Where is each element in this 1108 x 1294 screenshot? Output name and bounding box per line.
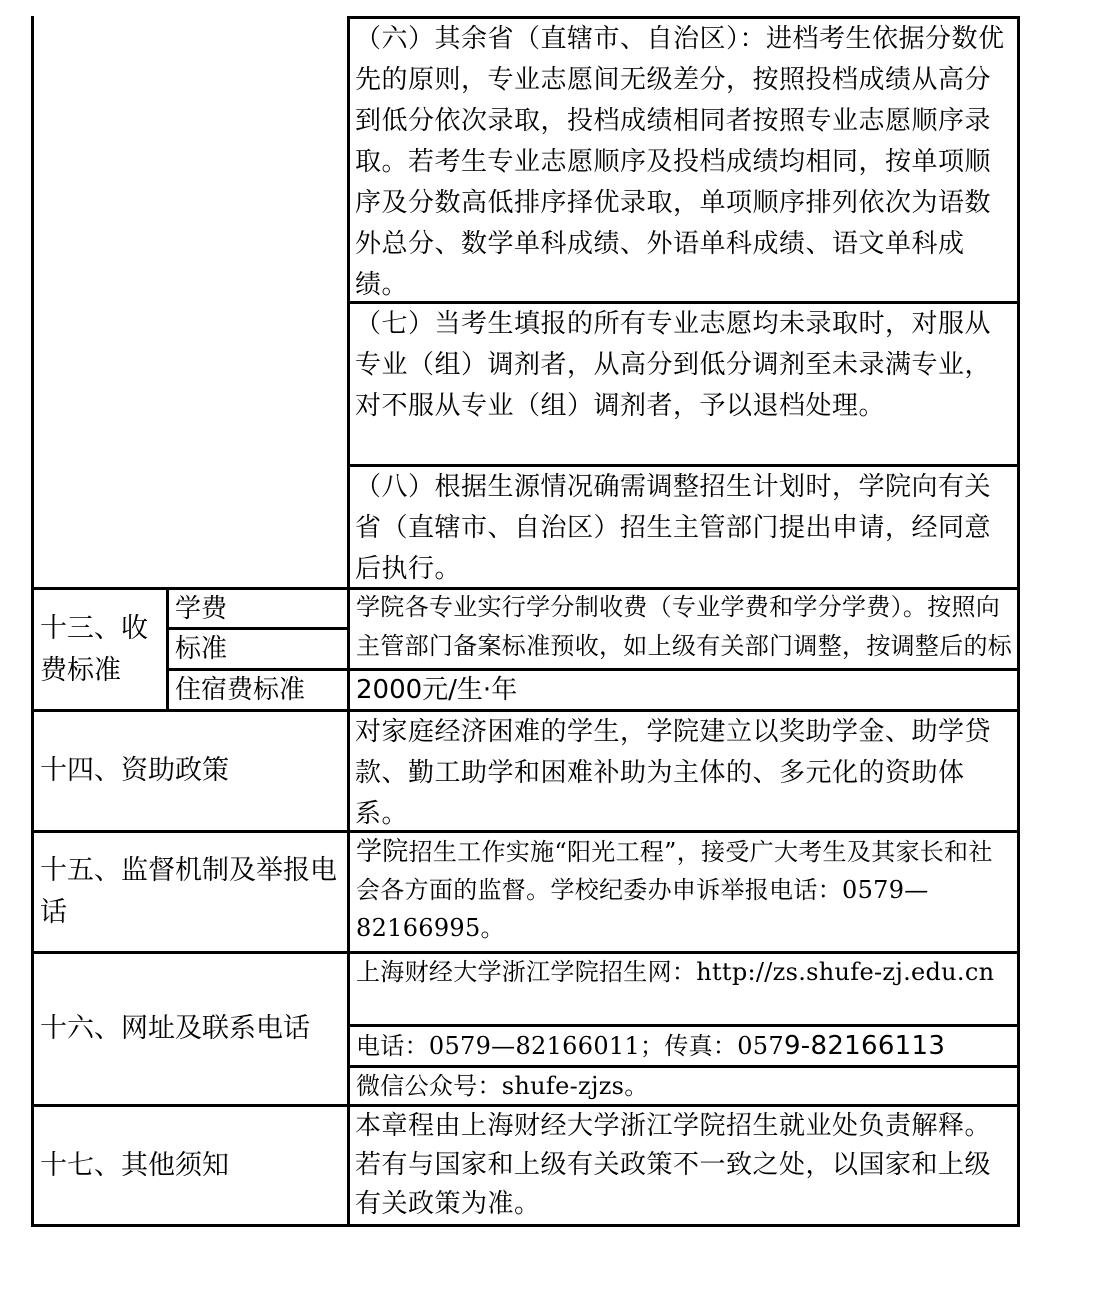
other-notes-text: 本章程由上海财经大学浙江学院招生就业处负责解释。若有与国家和上级有关政策不一致之处，以国家和上级有关政策为准。 xyxy=(355,1111,992,1219)
section-13-label xyxy=(34,590,166,709)
contact-phone-fax xyxy=(350,1027,1017,1065)
section-16-label-text: 十六、网址及联系电话 xyxy=(40,1013,310,1044)
dorm-fee-value xyxy=(350,671,1017,709)
phone-fax-prefix: 电话：0579—82166011；传真：057 xyxy=(356,1031,784,1060)
section-14-label xyxy=(34,712,347,830)
admission-rule-7-text: （七）当考生填报的所有专业志愿均未录取时，对服从专业（组）调剂者，从高分到低分调剂至未录满专业，对不服从专业（组）调剂者，予以退档处理。 xyxy=(355,309,992,421)
admission-website xyxy=(350,954,1017,1024)
tuition-label-line1 xyxy=(169,590,347,627)
section-15-label xyxy=(34,833,347,951)
supervision-description xyxy=(350,833,1017,951)
dorm-fee-label xyxy=(169,671,347,709)
tuition-description xyxy=(350,588,1017,668)
rule xyxy=(1017,16,1020,1227)
admission-rule-6 xyxy=(350,19,1017,301)
section-14-label-text: 十四、资助政策 xyxy=(40,755,229,786)
admission-rule-8-text: （八）根据生源情况确需调整招生计划时，学院向有关省（直辖市、自治区）招生主管部门提出申请，经同意后执行。 xyxy=(355,472,992,584)
admission-rule-6-text: （六）其余省（直辖市、自治区）：进档考生依据分数优先的原则，专业志愿间无级差分，按照投档成绩从高分到低分依次录取，投档成绩相同者按照专业志愿顺序录取。若考生专业志愿顺序及投档成绩均相同，按单项顺序及分数高低排序择优录取，单项顺序排列依次为语数外总分、数学单科成绩、外语单科成绩、语文单科成绩。 xyxy=(355,24,1005,300)
wechat-account xyxy=(350,1068,1017,1104)
admission-rule-8 xyxy=(350,467,1017,587)
dorm-fee-value-text: 2000元/生·年 xyxy=(356,675,518,705)
financial-aid-policy-text: 对家庭经济困难的学生，学院建立以奖助学金、助学贷款、勤工助学和困难补助为主体的、多元化的资助体系。 xyxy=(355,717,992,829)
supervision-text-prefix: 学院 xyxy=(356,837,409,867)
rule xyxy=(31,1224,1020,1227)
section-15-label-text: 十五、监督机制及举报电话 xyxy=(40,855,337,928)
tuition-label-b: 标准 xyxy=(175,634,228,664)
financial-aid-policy xyxy=(350,712,1017,830)
tuition-label-a: 学费 xyxy=(175,593,228,624)
admission-website-text: 上海财经大学浙江学院招生网：http://zs.shufe-zj.edu.cn xyxy=(356,958,995,986)
section-16-label xyxy=(34,954,347,1104)
admission-rule-7 xyxy=(350,304,1017,464)
section-17-label xyxy=(34,1107,347,1224)
tuition-label-line2 xyxy=(169,630,347,668)
other-notes xyxy=(350,1107,1017,1224)
section-17-label-text: 十七、其他须知 xyxy=(40,1149,229,1181)
supervision-text: 招生工作实施“阳光工程”，接受广大考生及其家长和社会各方面的监督。学校纪委办申诉举报电话：0579—82166995。 xyxy=(356,838,993,942)
tuition-description-text: 学院各专业实行学分制收费（专业学费和学分学费）。按照向主管部门备案标准预收，如上级有关部门调整，按调整后的标 xyxy=(356,593,1013,660)
section-13-label-text: 十三、收费标准 xyxy=(40,612,148,686)
wechat-account-text: 微信公众号：shufe-zjzs。 xyxy=(356,1071,649,1100)
fax-number-suffix: 9-82166113 xyxy=(783,1030,946,1061)
dorm-fee-label-text: 住宿费标准 xyxy=(175,675,306,705)
